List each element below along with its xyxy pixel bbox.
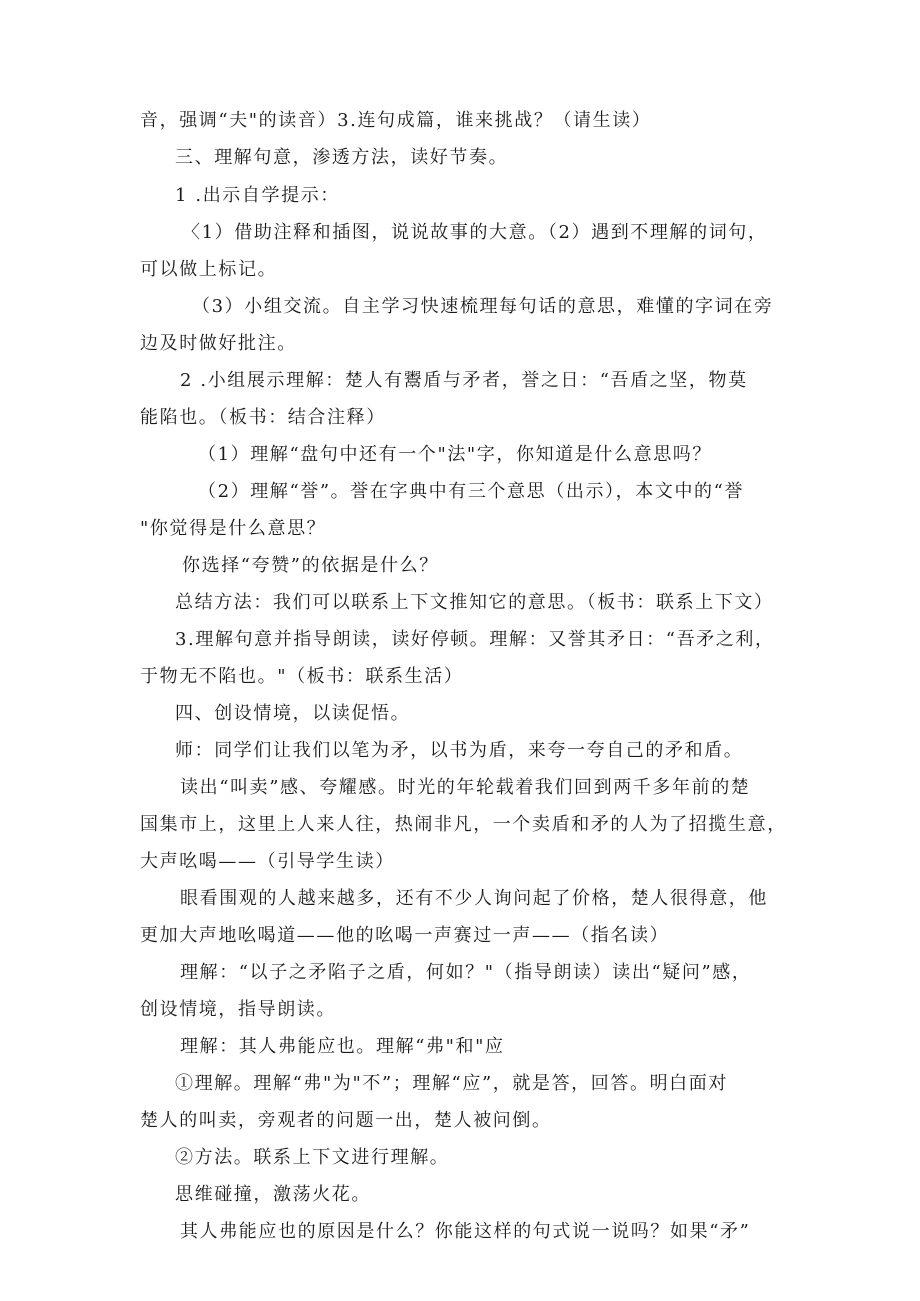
text-line: （1）理解“盘句中还有一个"法"字，你知道是什么意思吗？ <box>198 444 713 465</box>
text-line: 国集市上，这里上人来人往，热闹非凡，一个卖盾和矛的人为了招揽生意， <box>140 814 787 835</box>
text-line: ①理解。理解“弗"为"不”；理解“应”，就是答，回答。明白面对 <box>175 1073 728 1094</box>
text-line: 于物无不陷也。"（板书：联系生活） <box>140 666 464 687</box>
text-line: 总结方法：我们可以联系上下文推知它的意思。（板书：联系上下文） <box>175 592 774 613</box>
text-line: 理解：其人弗能应也。理解“弗"和"应 <box>180 1036 505 1057</box>
text-line: 理解：“以子之矛陷子之盾，何如？"（指导朗读）读出“疑问”感， <box>180 962 752 983</box>
text-line: 大声吆喝——（引导学生读） <box>140 851 395 872</box>
text-line: 1 .出示自学提示： <box>175 185 340 206</box>
text-line: 楚人的叫卖，旁观者的问题一出，楚人被问倒。 <box>140 1110 552 1131</box>
text-line: （3）小组交流。自主学习快速梳理每句话的意思，难懂的字词在旁 <box>192 296 774 317</box>
text-line: （2）理解“誉”。誉在字典中有三个意思（出示），本文中的“誉 <box>198 481 745 502</box>
text-line: 能陷也。（板书：结合注释） <box>140 407 386 428</box>
text-line: 思维碰撞，激荡火花。 <box>175 1184 371 1205</box>
text-line: "你觉得是什么意思？ <box>140 518 327 539</box>
text-line: 边及时做好批注。 <box>140 333 297 354</box>
section-heading: 三、理解句意，渗透方法，读好节奏。 <box>175 147 509 168</box>
text-line: 师：同学们让我们以笔为矛，以书为盾，来夸一夸自己的矛和盾。 <box>175 740 744 761</box>
text-line: 2 .小组展示理解：楚人有鬻盾与矛者，誉之日：“吾盾之坚，物莫 <box>180 370 748 391</box>
section-heading: 四、创设情境，以读促悟。 <box>175 703 411 724</box>
text-line: 眼看围观的人越来越多，还有不少人询问起了价格，楚人很得意，他 <box>180 888 768 909</box>
text-line: 你选择“夸赞”的依据是什么？ <box>182 555 439 576</box>
text-line: 其人弗能应也的原因是什么？你能这样的句式说一说吗？如果“矛” <box>180 1221 751 1242</box>
text-line: 更加大声地吆喝道——他的吆喝一声赛过一声——（指名读） <box>140 925 670 946</box>
text-line: 〈1）借助注释和插图，说说故事的大意。（2）遇到不理解的词句， <box>182 222 768 243</box>
text-line: ②方法。联系上下文进行理解。 <box>175 1147 450 1168</box>
text-line: 音，强调“夫"的读音）3.连句成篇，谁来挑战？（请生读） <box>140 110 652 131</box>
text-line: 创设情境，指导朗读。 <box>140 999 336 1020</box>
text-line: 读出“叫卖”感、夸耀感。时光的年轮载着我们回到两千多年前的楚 <box>180 777 751 798</box>
text-line: 可以做上标记。 <box>140 259 278 280</box>
text-line: 3.理解句意并指导朗读，读好停顿。理解：又誉其矛日：“吾矛之利， <box>175 629 775 650</box>
